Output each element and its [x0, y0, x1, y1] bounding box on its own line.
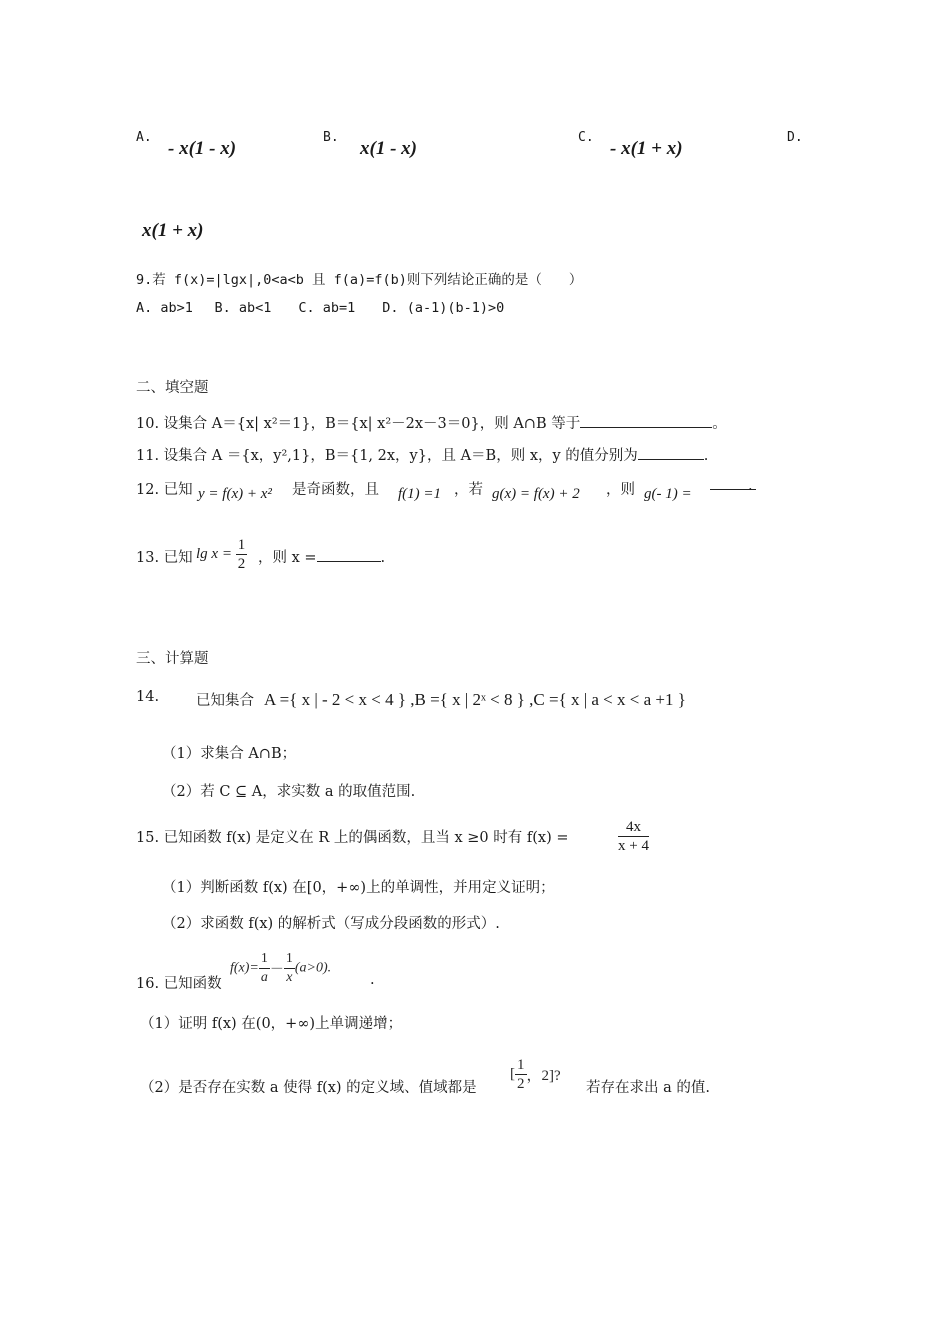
question-12-text-1: 是奇函数，且	[292, 482, 379, 498]
question-10-end: 。	[712, 416, 727, 432]
question-12-expression-4: g(- 1) =	[644, 486, 692, 502]
fraction-denominator: a	[260, 970, 268, 985]
fraction-denominator: 2	[237, 556, 246, 572]
question-16-function	[230, 950, 331, 987]
option-a-label: A.	[136, 130, 152, 145]
option-a-expression: - x(1 - x)	[168, 138, 237, 159]
question-13-equation	[196, 536, 247, 573]
question-15-fraction	[618, 818, 649, 855]
question-13-mid: ，则 x =	[258, 550, 317, 566]
fraction-numerator: 1	[259, 950, 270, 969]
minus-sign: －	[269, 962, 284, 978]
question-13-prefix: 13. 已知	[136, 550, 193, 566]
question-12-text-3: ，则	[606, 482, 635, 498]
question-16-part-1: （1）证明 f(x) 在(0，+∞)上单调递增；	[140, 1016, 403, 1032]
question-16-end: .	[370, 972, 375, 988]
question-10	[136, 412, 727, 433]
question-12-expression-2: f(1) =1	[398, 486, 442, 502]
fraction-numerator: 1	[517, 1057, 525, 1073]
question-14-sets: A ={ x | - 2 < x < 4 } ,B ={ x | 2ˣ < 8 } ,C ={ x | a < x < a +1 }	[264, 690, 686, 709]
fraction-1-over-x	[284, 950, 295, 987]
fraction-numerator: 4x	[618, 818, 649, 837]
question-15-part-2: （2）求函数 f(x) 的解析式（写成分段函数的形式）.	[162, 916, 500, 932]
question-9-options: A. ab>1 B. ab<1 C. ab=1 D. (a-1)(b-1)>0	[136, 300, 505, 316]
fraction-1-over-a	[259, 950, 270, 987]
question-9-stem: 9.若 f(x)=|lgx|,0<a<b 且 f(a)=f(b)则下列结论正确的是（ ）	[136, 272, 583, 288]
question-12-end: .	[748, 478, 753, 494]
option-c-label: C.	[578, 130, 594, 145]
question-15-stem: 15. 已知函数 f(x) 是定义在 R 上的偶函数，且当 x ≥0 时有 f(x) =	[136, 830, 569, 846]
section-calc-title: 三、计算题	[136, 651, 209, 667]
question-11	[136, 444, 708, 465]
fraction-numerator: 1	[237, 537, 246, 553]
question-14-number: 14.	[136, 689, 160, 705]
fraction-one-half	[236, 536, 248, 573]
interval-fraction	[515, 1056, 527, 1093]
function-condition: (a>0).	[294, 960, 332, 976]
question-14-part-1: （1）求集合 A∩B；	[162, 746, 297, 762]
question-13-end: .	[380, 550, 386, 566]
interval-open-bracket: [	[510, 1066, 515, 1082]
lg-expression: lg x =	[196, 545, 232, 562]
question-16-stem: 16. 已知函数	[136, 976, 222, 992]
question-13-text	[258, 546, 385, 567]
question-16-interval	[510, 1056, 561, 1093]
answer-blank-11[interactable]	[638, 459, 704, 460]
question-15-part-1: （1）判断函数 f(x) 在[0，+∞)上的单调性，并用定义证明；	[162, 880, 555, 896]
question-16-part-2-end: 若存在求出 a 的值.	[586, 1080, 710, 1096]
option-c-expression: - x(1 + x)	[610, 138, 683, 159]
question-12-expression-3: g(x) = f(x) + 2	[492, 486, 580, 502]
question-12-prefix: 12. 已知	[136, 482, 193, 498]
question-14-part-2: （2）若 C ⊆ A，求实数 a 的取值范围.	[162, 784, 416, 800]
question-12-text-2: ，若	[454, 482, 483, 498]
option-b-label: B.	[323, 130, 339, 145]
section-fill-in-title: 二、填空题	[136, 380, 209, 396]
question-11-end: .	[703, 448, 709, 464]
option-d-label: D.	[787, 130, 803, 145]
answer-blank-10[interactable]	[580, 427, 712, 428]
fraction-denominator: x	[286, 970, 293, 985]
question-11-text: 11. 设集合 A ＝{x，y²,1}，B＝{1, 2x，y}，且 A＝B，则 x，y 的值分别为	[136, 448, 638, 464]
fraction-numerator: 1	[284, 950, 295, 969]
question-14-stem: 已知集合	[196, 693, 254, 709]
fraction-denominator: 2	[517, 1076, 525, 1092]
answer-blank-13[interactable]	[317, 561, 381, 562]
option-d-expression: x(1 + x)	[142, 220, 204, 241]
question-12-expression-1: y = f(x) + x²	[198, 486, 272, 502]
fraction-denominator: x + 4	[618, 838, 649, 854]
interval-rest: ，2]?	[526, 1068, 561, 1084]
option-b-expression: x(1 - x)	[360, 138, 417, 159]
function-fx: f(x)=	[230, 960, 259, 976]
question-16-part-2: （2）是否存在实数 a 使得 f(x) 的定义域、值域都是	[140, 1080, 477, 1096]
question-10-text: 10. 设集合 A＝{x| x²＝1}，B＝{x| x²－2x－3＝0}，则 A∩B 等于	[136, 416, 581, 432]
